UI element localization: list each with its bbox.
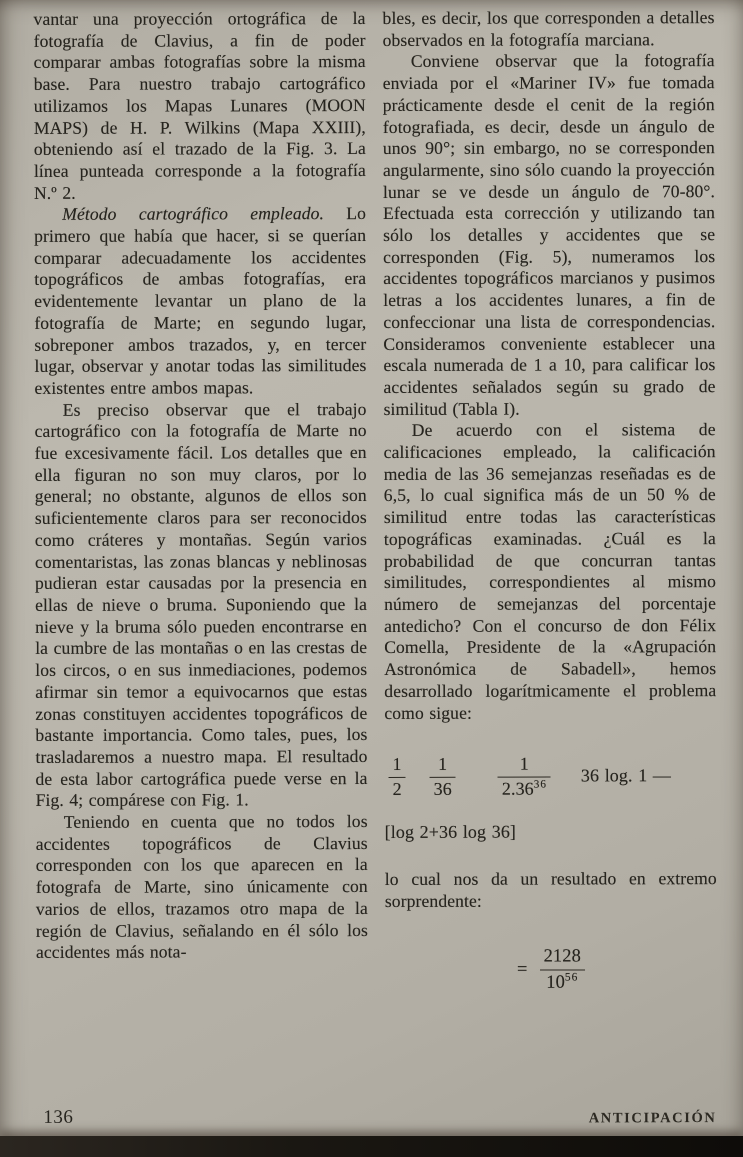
fraction-numerator: 1 — [392, 754, 402, 775]
left-column — [34, 8, 368, 964]
paragraph-result-intro: lo cual nos da un resultado en extremo sorprendente: — [384, 868, 717, 911]
equals-sign: = — [517, 959, 528, 980]
fraction-denominator: 36 — [433, 778, 452, 799]
denominator-base: 2.36 — [501, 778, 534, 799]
fraction-power-term — [498, 754, 551, 800]
fraction-denominator — [542, 971, 582, 994]
fraction-numerator: 2128 — [543, 946, 581, 967]
paragraph-text: Lo primero que había que hacer, si se querían comparar adecuadamente los accidentes topográficos de ambas fotografías, era evidentemente levantar un plano de la fotografía de Marte; en segundo lugar, sobreponer ambos trazados, y, en tercer lugar, observar y anotar todas las similitudes existentes entre ambos mapas. — [34, 203, 367, 398]
scan-edge-shadow — [0, 1136, 743, 1157]
fraction-bar — [389, 777, 406, 778]
fraction-one-thirtysixth — [430, 754, 456, 799]
fraction-one-half — [388, 754, 405, 799]
formula-tail-text: 36 log. 1 — — [580, 765, 672, 786]
paragraph: Es preciso observar que el trabajo cartográfico con la fotografía de Marte no fue excesivamente fácil. Los detalles que en ella figuran no son muy claros, por lo general; no obstante, algunos de ellos son suficientemente claros para ser reconocidos como cráteres y montañas. Según varios comentaristas, las zonas blancas y neblinosas pudieran estar causadas por la presencia en ellas de nieve o bruma. Suponiendo que la nieve y la bruma sólo pueden encontrarse en la cumbre de las montañas o en las crestas de los circos, o en sus inmediaciones, podemos afirmar sin temor a equivocarnos que estas zonas constituyen accidentes topográficos de bastante importancia. Como tales, pues, los trasladaremos a nuestro mapa. El resultado de esta labor cartográfica puede verse en la Fig. 4; compárese con Fig. 1. — [34, 398, 368, 811]
paragraph: Teniendo en cuenta que no todos los accidentes topográficos de Clavius corresponden con los que aparecen en la fotografa de Marte, sino únicamente con varios de ellos, trazamos otro mapa de la región de Clavius, señalando en él sólo los accidentes más nota- — [35, 811, 368, 963]
fraction-denominator — [498, 778, 551, 799]
paragraph-method — [34, 203, 367, 399]
result-formula — [385, 946, 717, 995]
denominator-exponent: 56 — [564, 971, 579, 984]
result-fraction — [540, 946, 586, 994]
paragraph-continuation: vantar una proyección ortográfica de la fotografía de Clavius, a fin de poder comparar ambas fotografías sobre la misma base. Para nuestro trabajo cartográfico utilizamos los Mapas Lunares (MOON MAPS) de H. P. Wilkins (Mapa XXIII), obteniendo así el trazado de la Fig. 3. La línea punteada corresponde a la fotografía N.º 2. — [33, 8, 366, 203]
running-title: ANTICIPACIÓN — [588, 1110, 717, 1127]
fraction-bar — [498, 776, 551, 777]
right-column — [383, 7, 718, 994]
paragraph-continuation: bles, es decir, los que corresponden a detalles observados en la fotografía marciana. — [382, 7, 715, 50]
denominator-exponent: 36 — [533, 778, 547, 791]
fraction-bar — [430, 777, 456, 778]
paragraph: De acuerdo con el sistema de calificaciones empleado, la calificación media de las 36 semejanzas reseñadas es de 6,5, lo cual significa más de un 50 % de similitud entre todas las características topográficas examinadas. ¿Cuál es la probabilidad de que concurran tantas similitudes, correspondientes al mismo número de semejanzas del porcentaje antedicho? Con el concurso de don Félix Comella, Presidente de la «Agrupación Astronómica de Sabadell», hemos desarrollado logarítmicamente el problema como sigue: — [383, 419, 717, 723]
page-number: 136 — [43, 1106, 74, 1128]
denominator-base: 10 — [546, 972, 565, 993]
fraction-numerator: 1 — [519, 753, 529, 774]
fraction-denominator: 2 — [392, 778, 402, 799]
formula-bracket-line: [log 2+36 log 36] — [384, 821, 517, 842]
fraction-bar — [540, 969, 585, 970]
paragraph-lead-italic: Método cartográfico empleado. — [62, 203, 325, 225]
paragraph: Conviene observar que la fotografía enviada por el «Mariner IV» fue tomada prácticamente desde el cenit de la región fotografiada, es decir, desde un ángulo de unos 90°; sin embargo, no se corresponden angularmente, sino sólo cuando la proyección lunar se ve desde un ángulo de 70-80°. Efectuada esta corrección y utilizando tan sólo los detalles y accidentes que se corresponden (Fig. 5), numeramos los accidentes topográficos marcianos y pusimos letras a los accidentes lunares, a fin de confeccionar una lista de correspondencias. Consideramos conveniente establecer una escala numerada de 1 a 10, para calificar los accidentes señalados según su grado de similitud (Tabla I). — [382, 50, 716, 419]
probability-formula — [388, 753, 716, 799]
fraction-numerator: 1 — [438, 754, 448, 775]
